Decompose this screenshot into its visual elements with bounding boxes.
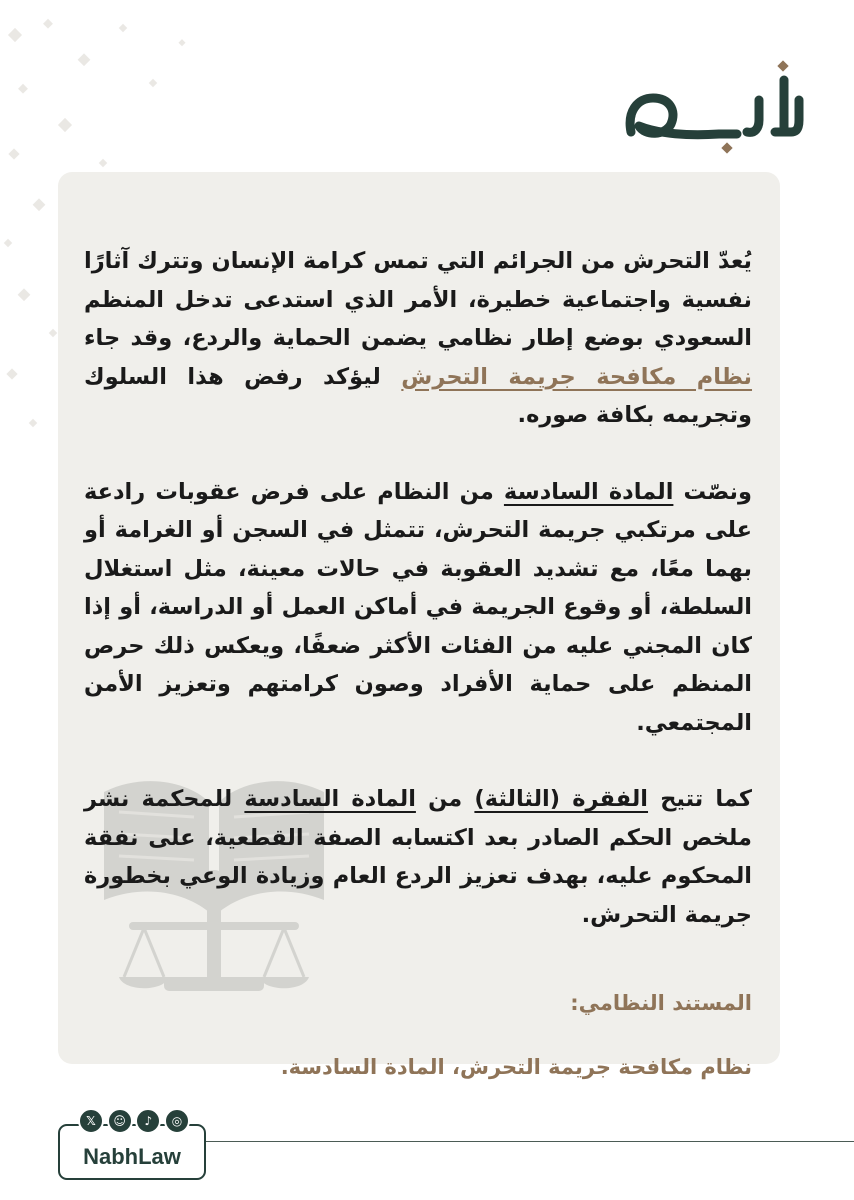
paragraph-article-six bbox=[84, 473, 752, 743]
handle-text: NabhLaw bbox=[83, 1144, 181, 1169]
reference-label: المستند النظامي: bbox=[570, 991, 752, 1015]
logo-mark bbox=[619, 50, 804, 160]
text: يُعدّ التحرش من الجرائم التي تمس كرامة الإنسان وتترك آثارًا نفسية واجتماعية خطيرة، الأمر الذي استدعى تدخل المنظم السعودي بوضع إطار نظامي يضمن الحماية والردع، وقد جاء bbox=[84, 248, 752, 351]
paragraph-intro bbox=[84, 242, 752, 435]
text: ليؤكد رفض هذا السلوك وتجريمه بكافة صوره. bbox=[84, 363, 752, 428]
article-card bbox=[58, 172, 780, 1079]
article-six-link[interactable]: المادة السادسة bbox=[503, 478, 674, 505]
text: من النظام على فرض عقوبات رادعة على مرتكبي جريمة التحرش، تتمثل في السجن أو الغرامة أو بهما معًا، مع تشديد العقوبة في حالات معينة، مثل استغلال السلطة، أو وقوع الجريمة في أماكن العمل أو الدراسة، أو إذا كان المجني عليه من الفئات الأكثر ضعفًا، ويعكس ذلك حرص المنظم على حماية الأفراد وصون كرامتهم وتعزيز الأمن المجتمعي. bbox=[84, 478, 752, 736]
social-icons bbox=[78, 1108, 190, 1134]
article-six-link-2[interactable]: المادة السادسة bbox=[244, 786, 416, 812]
reference-text: نظام مكافحة جريمة التحرش، المادة السادسة. bbox=[280, 1055, 752, 1079]
text: ونصّت bbox=[683, 478, 752, 505]
tiktok-icon[interactable]: ♪ bbox=[135, 1108, 161, 1134]
footer-divider bbox=[200, 1141, 854, 1142]
law-name-link[interactable]: نظام مكافحة جريمة التحرش bbox=[401, 363, 753, 390]
article-content bbox=[84, 242, 752, 1084]
paragraph-publication bbox=[84, 780, 752, 934]
snapchat-icon[interactable]: ☺ bbox=[107, 1108, 133, 1134]
paragraph-three-link[interactable]: الفقرة (الثالثة) bbox=[474, 786, 649, 812]
instagram-icon[interactable]: ◎ bbox=[164, 1108, 190, 1134]
text: من bbox=[428, 786, 463, 812]
nabh-logo bbox=[619, 50, 804, 160]
x-icon[interactable]: 𝕏 bbox=[78, 1108, 104, 1134]
text: للمحكمة نشر ملخص الحكم الصادر بعد اكتسابه الصفة القطعية، على نفقة المحكوم عليه، بهدف تعزيز الردع العام وزيادة الوعي بخطورة جريمة التحرش. bbox=[84, 786, 752, 928]
text: كما تتيح bbox=[660, 786, 752, 812]
